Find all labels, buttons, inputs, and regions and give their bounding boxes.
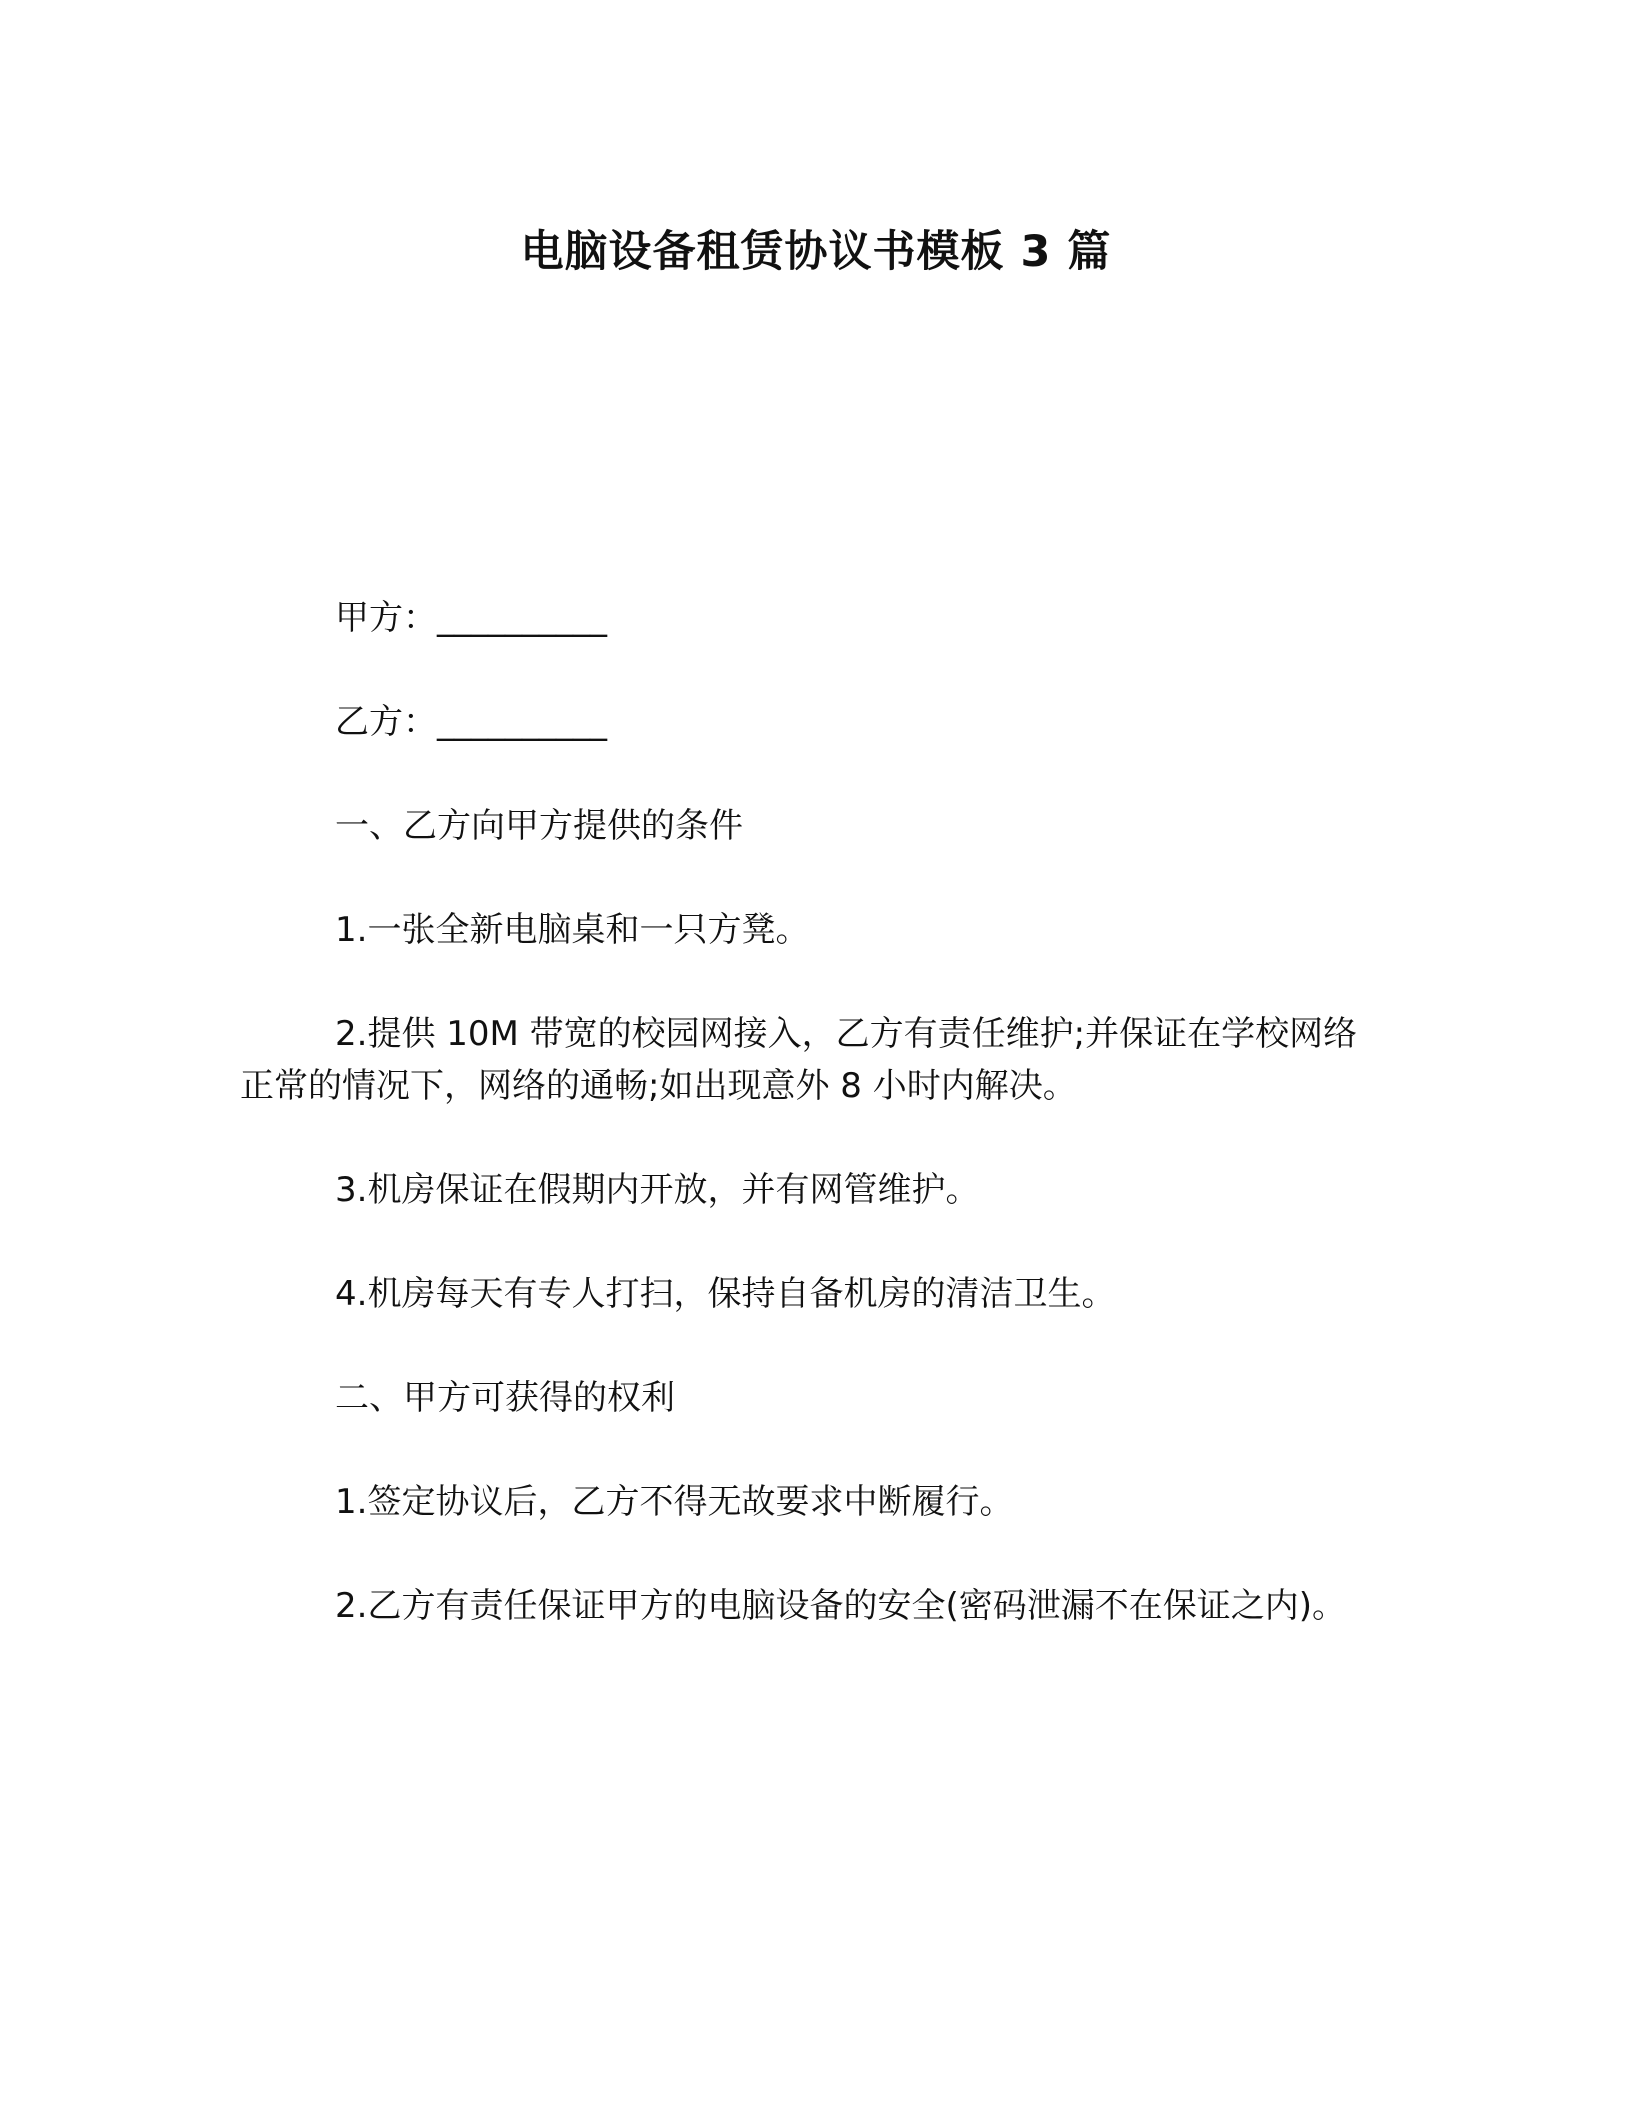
clause-1-1: 1.一张全新电脑桌和一只方凳。: [335, 910, 810, 950]
document-title: 电脑设备租赁协议书模板 3 篇: [520, 227, 1112, 277]
clause-1-3: 3.机房保证在假期内开放，并有网管维护。: [335, 1170, 980, 1210]
clause-2-2: 2.乙方有责任保证甲方的电脑设备的安全(密码泄漏不在保证之内)。: [335, 1586, 1346, 1626]
section-heading-2: 二、甲方可获得的权利: [335, 1378, 675, 1418]
party-b-line: 乙方：__________: [335, 702, 607, 742]
document-body: [240, 592, 1365, 1684]
clause-2-1: 1.签定协议后，乙方不得无故要求中断履行。: [335, 1482, 1014, 1522]
section-heading-1: 一、乙方向甲方提供的条件: [335, 806, 743, 846]
party-a-line: 甲方：__________: [335, 598, 607, 638]
clause-1-2: 2.提供 10M 带宽的校园网接入，乙方有责任维护;并保证在学校网络正常的情况下，网络的通畅;如出现意外 8 小时内解决。: [240, 1014, 1358, 1106]
clause-1-4: 4.机房每天有专人打扫，保持自备机房的清洁卫生。: [335, 1274, 1116, 1314]
